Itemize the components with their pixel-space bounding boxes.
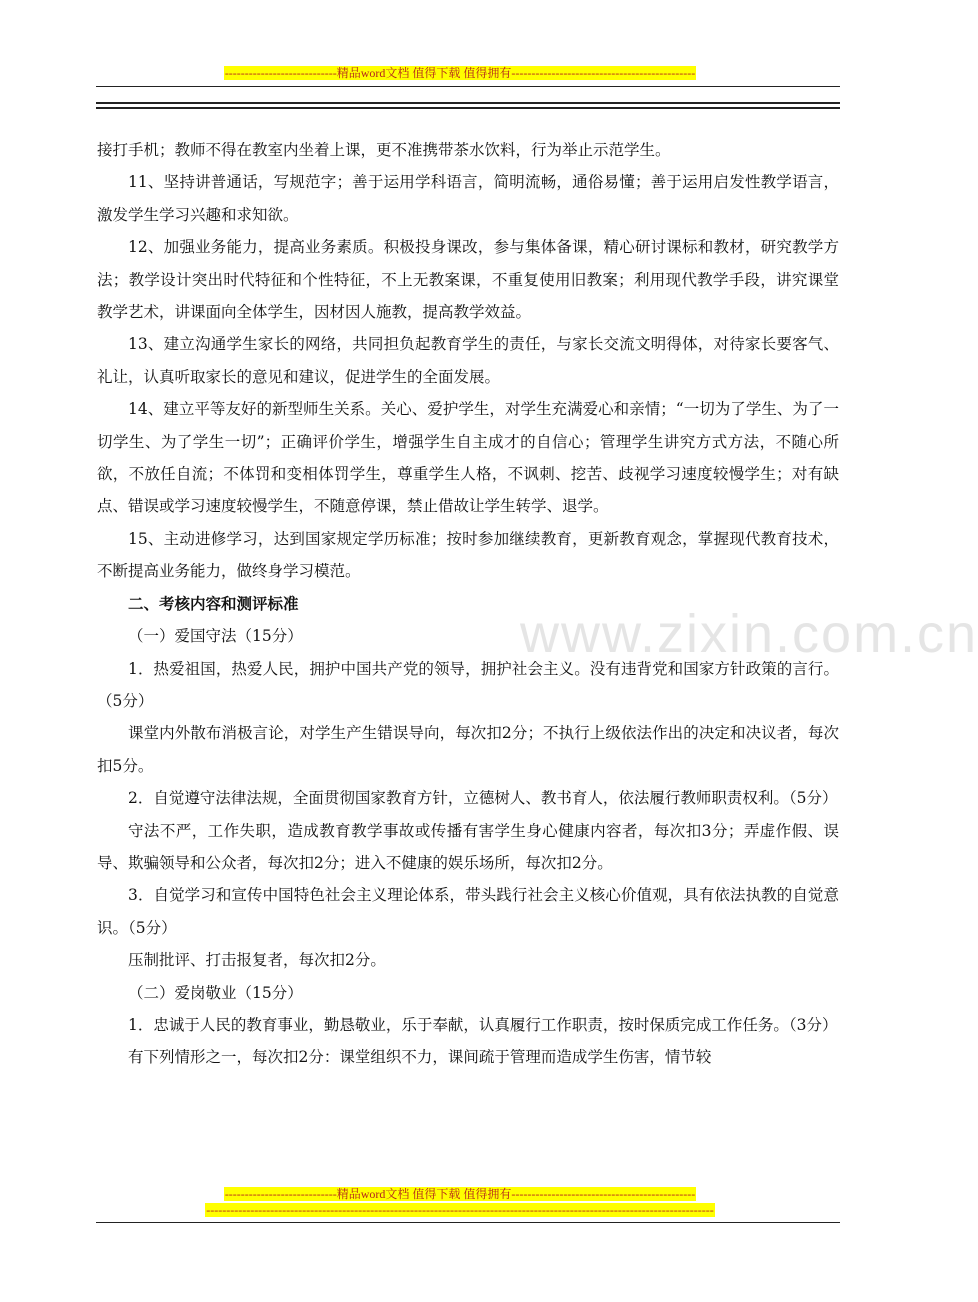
footer-dash-line xyxy=(0,1203,920,1218)
paragraph: 守法不严，工作失职，造成教育教学事故或传播有害学生身心健康内容者，每次扣3分；弄虚作假、误导、欺骗领导和公众者，每次扣2分；进入不健康的娱乐场所，每次扣2分。 xyxy=(97,821,839,872)
section-heading: 二、考核内容和测评标准 xyxy=(128,593,299,613)
header-rule-double-bottom xyxy=(96,107,840,109)
paragraph: 14、建立平等友好的新型师生关系。关心、爱护学生，对学生充满爱心和亲情；“一切为了学生、为了一切学生、为了学生一切”；正确评价学生，增强学生自主成才的自信心；管理学生讲究方式方法，不随心所欲，不放任自流；不体罚和变相体罚学生，尊重学生人格，不讽刺、挖苦、歧视学习速度较慢学生；对有缺点、错误或学习速度较慢学生，不随意停课，禁止借故让学生转学、退学。 xyxy=(97,400,839,516)
paragraph: 接打手机；教师不得在教室内坐着上课，更不准携带茶水饮料，行为举止示范学生。 xyxy=(97,141,671,159)
footer-banner-text: ----------------------------精品word文档 值得下载 值得拥有---------------------------------------------- xyxy=(224,1187,696,1201)
footer-banner xyxy=(0,1187,920,1202)
paragraph: 1．热爱祖国，热爱人民，拥护中国共产党的领导，拥护社会主义。没有违背党和国家方针政策的言行。（5分） xyxy=(97,659,839,710)
footer-dash-text: ------------------------------------------------------------------------------------------------------------------------------- xyxy=(206,1203,714,1217)
header-banner xyxy=(0,66,920,81)
paragraph: 15、主动进修学习，达到国家规定学历标准；按时参加继续教育，更新教育观念，掌握现代教育技术，不断提高业务能力，做终身学习模范。 xyxy=(97,529,839,581)
paragraph: 11、坚持讲普通话，写规范字；善于运用学科语言，简明流畅，通俗易懂；善于运用启发性教学语言，激发学生学习兴趣和求知欲。 xyxy=(97,173,839,224)
paragraph: 13、建立沟通学生家长的网络，共同担负起教育学生的责任，与家长交流文明得体，对待家长要客气、礼让，认真听取家长的意见和建议，促进学生的全面发展。 xyxy=(97,335,839,386)
subsection-heading: （二）爱岗敬业（15分） xyxy=(128,983,303,1002)
header-rule-double-top xyxy=(96,102,840,104)
paragraph: 有下列情形之一，每次扣2分：课堂组织不力，课间疏于管理而造成学生伤害，情节较 xyxy=(128,1048,712,1067)
subsection-heading: （一）爱国守法（15分） xyxy=(128,627,303,646)
footer-rule xyxy=(96,1222,840,1223)
header-rule-thin xyxy=(96,86,840,87)
paragraph: 3．自觉学习和宣传中国特色社会主义理论体系，带头践行社会主义核心价值观，具有依法执教的自觉意识。（5分） xyxy=(97,886,839,937)
watermark: www.zixin.com.cn xyxy=(520,604,978,664)
paragraph: 课堂内外散布消极言论，对学生产生错误导向，每次扣2分；不执行上级依法作出的决定和决议者，每次扣5分。 xyxy=(97,724,839,775)
paragraph: 1．忠诚于人民的教育事业，勤恳敬业，乐于奉献，认真履行工作职责，按时保质完成工作任务。（3分） xyxy=(128,1015,838,1034)
paragraph: 2．自觉遵守法律法规，全面贯彻国家教育方针，立德树人、教书育人，依法履行教师职责权利。（5分） xyxy=(128,789,838,808)
document-body xyxy=(97,134,839,1074)
paragraph: 压制批评、打击报复者，每次扣2分。 xyxy=(128,951,386,970)
header-banner-text: ----------------------------精品word文档 值得下载 值得拥有---------------------------------------------- xyxy=(224,66,696,80)
paragraph: 12、加强业务能力，提高业务素质。积极投身课改，参与集体备课，精心研讨课标和教材，研究教学方法；教学设计突出时代特征和个性特征，不上无教案课，不重复使用旧教案；利用现代教学手段，讲究课堂教学艺术，讲课面向全体学生，因材因人施教，提高教学效益。 xyxy=(97,238,839,322)
